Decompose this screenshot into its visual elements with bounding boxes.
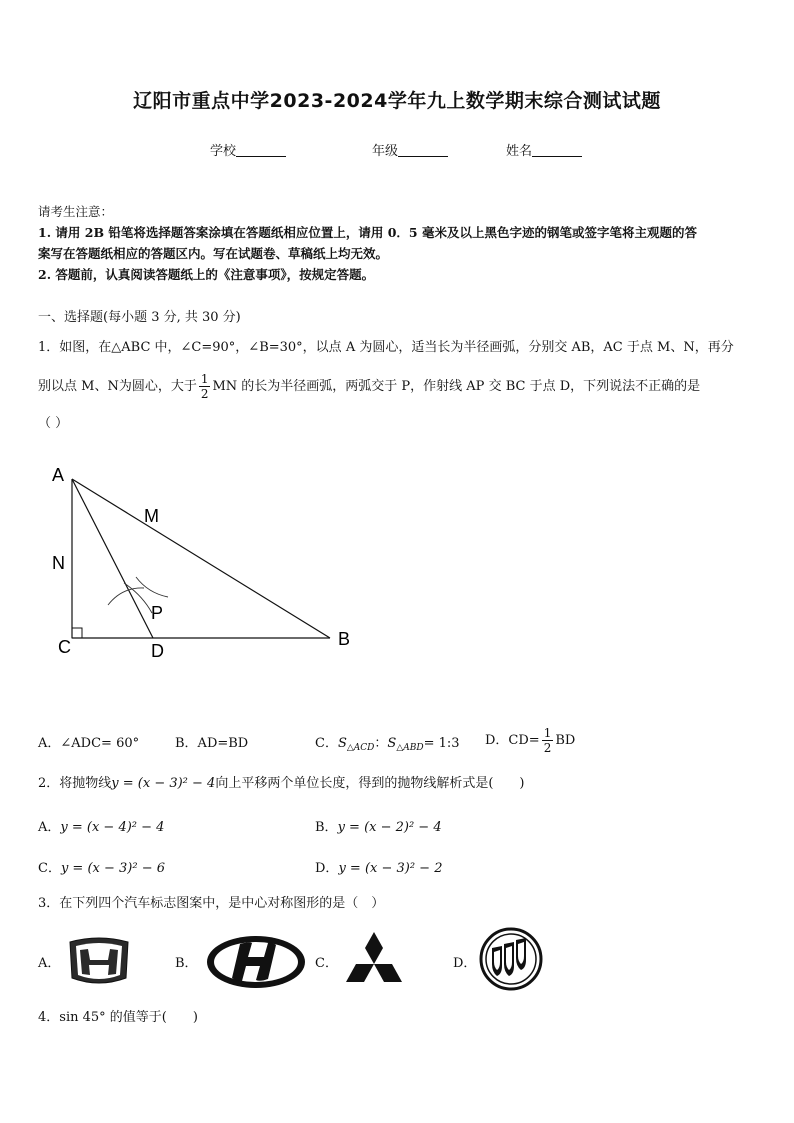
side-ab (72, 479, 330, 638)
q2-stem-pre: 2．将抛物线 (38, 776, 112, 791)
honda-logo-icon (66, 934, 132, 988)
q1-option-d-suffix: BD (555, 733, 576, 748)
school-blank (236, 144, 286, 157)
label-a: A (52, 465, 65, 485)
q4-stem: 4．sin 45° 的值等于( ) (38, 1010, 198, 1025)
q1-fraction (199, 372, 211, 401)
notice-heading: 请考生注意： (38, 204, 114, 219)
q3-option-d-label: D． (453, 956, 477, 971)
label-d: D (151, 641, 164, 661)
q1-frac-num: 1 (200, 372, 209, 386)
q2-stem-post: 向上平移两个单位长度，得到的抛物线解析式是( ) (215, 776, 525, 791)
q2-stem (38, 774, 524, 794)
q2-option-b-eq: y = (x − 2)² − 4 (337, 820, 442, 835)
q1-option-c-s1-sub: △ACD (346, 743, 375, 753)
name-label: 姓名 (506, 144, 533, 159)
notice-item2: 2. 答题前，认真阅读答题纸上的《注意事项》，按规定答题。 (38, 267, 375, 282)
q2-option-a (38, 816, 164, 835)
q2-option-b (315, 816, 442, 835)
name-blank (532, 144, 582, 157)
q1-option-d-den: 2 (543, 741, 552, 755)
name-field (506, 140, 582, 159)
q1-option-d-label: D．CD= (485, 733, 540, 748)
q1-option-c-s2-sub: △ABD (396, 743, 424, 753)
label-m: M (144, 506, 159, 526)
q1-option-c-sep: ： (374, 736, 388, 751)
hyundai-logo-icon (204, 933, 308, 991)
label-c: C (58, 637, 71, 657)
section-heading: 一、选择题(每小题 3 分, 共 30 分) (38, 310, 241, 325)
grade-label: 年级 (372, 144, 399, 159)
q2-option-c-label: C． (38, 861, 61, 876)
q1-option-a: A．∠ADC= 60° (38, 736, 140, 751)
notice-item1-line1: 1. 请用 2B 铅笔将选择题答案涂填在答题纸相应位置上，请用 0．5 毫米及以上黑色字迹的钢笔或签字笔将主观题的答 (38, 225, 697, 240)
q2-option-c (38, 857, 165, 876)
q1-line2-post: MN 的长为半径画弧，两弧交于 P，作射线 AP 交 BC 于点 D，下列说法不正确的是 (212, 379, 701, 394)
q1-option-c-s2: S (387, 736, 397, 751)
grade-field (372, 140, 448, 159)
grade-blank (398, 144, 448, 157)
q1-option-d-fraction (542, 726, 554, 755)
buick-logo-icon (478, 926, 544, 992)
q1-line2 (38, 370, 700, 404)
q3-stem: 3．在下列四个汽车标志图案中，是中心对称图形的是（ ） (38, 896, 385, 911)
q2-option-a-eq: y = (x − 4)² − 4 (60, 820, 165, 835)
label-p: P (151, 603, 164, 623)
q1-line1: 1．如图，在△ABC 中，∠C=90°，∠B=30°，以点 A 为圆心，适当长为半径画弧，分别交 AB，AC 于点 M、N，再分 (38, 340, 734, 355)
arc-small (136, 577, 168, 597)
q1-option-d (485, 722, 575, 760)
label-n: N (52, 553, 65, 573)
q1-line2-pre: 别以点 M、N为圆心，大于 (38, 379, 197, 394)
triangle-figure (40, 455, 370, 670)
q1-option-d-num: 1 (543, 726, 552, 740)
ray-ad (72, 479, 153, 638)
q1-option-c-s1: S (337, 736, 347, 751)
q2-option-c-eq: y = (x − 3)² − 6 (60, 861, 165, 876)
q2-option-d-label: D． (315, 861, 339, 876)
school-label: 学校 (210, 144, 237, 159)
right-angle-mark (72, 628, 82, 638)
label-b: B (338, 629, 351, 649)
q3-option-c-label: C． (315, 956, 338, 971)
q1-option-c-ratio: = 1:3 (423, 736, 460, 751)
q2-option-a-label: A． (38, 820, 61, 835)
q1-option-c-label: C． (315, 736, 338, 751)
q2-stem-equation: y = (x − 3)² − 4 (111, 776, 216, 791)
notice-item1-line2: 案写在答题纸相应的答题区内。写在试题卷、草稿纸上均无效。 (38, 246, 389, 261)
q1-frac-den: 2 (200, 387, 209, 401)
q3-option-a-label: A． (38, 956, 61, 971)
mitsubishi-logo-icon (342, 930, 406, 988)
q2-option-b-label: B． (315, 820, 338, 835)
arc-from-n (108, 588, 144, 605)
page-title: 辽阳市重点中学2023-2024学年九上数学期末综合测试试题 (133, 90, 661, 112)
school-field (210, 140, 286, 159)
q3-option-b-label: B． (175, 956, 198, 971)
q1-line3: （ ） (38, 416, 69, 431)
q1-option-c (315, 732, 460, 753)
q2-option-d (315, 857, 442, 876)
q2-option-d-eq: y = (x − 3)² − 2 (338, 861, 443, 876)
q1-option-b: B．AD=BD (175, 736, 249, 751)
